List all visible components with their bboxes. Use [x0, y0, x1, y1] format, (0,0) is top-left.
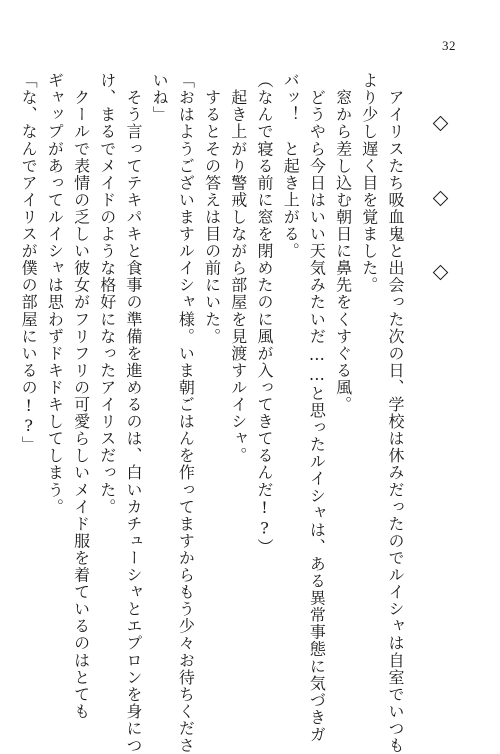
scene-break-marks	[428, 118, 452, 278]
text-line: そう言ってテキパキと食事の準備を進めるのは、白いカチューシャとエプロンを身につ	[123, 72, 143, 754]
novel-body-text	[15, 72, 408, 754]
text-line: け、まるでメイドのような格好になったアイリスだった。	[97, 72, 117, 516]
text-line: 起き上がり警戒しながら部屋を見渡すルイシャ。	[228, 72, 248, 465]
text-line: するとその答えは目の前にいた。	[202, 72, 222, 345]
text-line: アイリスたち吸血鬼と出会った次の日、学校は休みだったのでルイシャは自室でいつも	[386, 72, 405, 754]
text-line: バッ！ と起き上がる。	[281, 72, 301, 260]
text-line: 「おはようございますルイシャ様。いま朝ごはんを作ってますからもう少々お待ちくださ	[176, 72, 196, 754]
scene-break-diamond-icon	[432, 265, 448, 281]
text-line: いね」	[150, 72, 170, 124]
text-line: 窓から差し込む朝日に鼻先をくすぐる風。	[333, 72, 353, 413]
text-line: （なんで寝る前に窓を閉めたのに風が入ってきてるんだ!?）	[254, 72, 274, 556]
text-line: より少し遅く目を覚ました。	[359, 72, 379, 294]
text-line: 「な、なんでアイリスが僕の部屋にいるの!?」	[19, 72, 39, 454]
scene-break-diamond-icon	[432, 116, 448, 132]
text-line: クールで表情の乏しい彼女がフリフリの可愛らしいメイド服を着ているのはとても	[71, 72, 91, 720]
text-line: どうやら今日はいい天気みたいだ……と思ったルイシャは、ある異常事態に気づきガ	[307, 72, 327, 743]
text-line: ギャップがあってルイシャは思わずドキドキしてしまう。	[45, 72, 65, 516]
scene-break-diamond-icon	[432, 190, 448, 206]
page-number: 32	[442, 38, 456, 53]
